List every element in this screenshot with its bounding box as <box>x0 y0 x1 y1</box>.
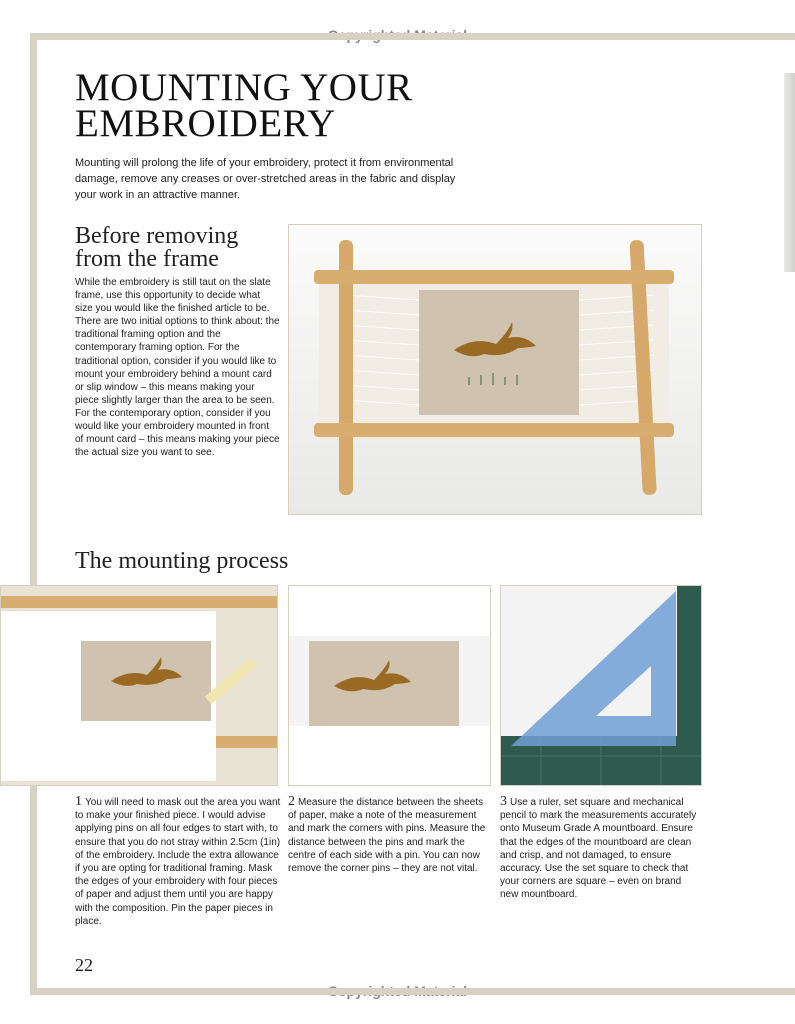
page-border-bottom <box>30 988 795 995</box>
step3-caption <box>500 795 700 902</box>
step2-text: Measure the distance between the sheets of paper, make a note of the measurement and mark the corners with pins. Measure the distance between the pins and mark the centre of each side with a pin. You can now remove the corner pins – they are not vital. <box>288 797 486 875</box>
section1-line1: Before removing <box>75 223 239 249</box>
page-title <box>75 66 413 145</box>
step1-photo <box>0 585 278 786</box>
page-title-line1: MOUNTING YOUR <box>75 66 413 109</box>
section1-body: While the embroidery is still taut on the slate frame, use this opportunity to decide what size you would like the finished article to be. There are two initial options to think about: the traditional framing option and the contemporary framing option. For the traditional option, consider if you would like to mount your embroidery behind a mount card or slip window – this means making your piece slightly larger than the area to be seen. For the contemporary option, consider if you would like your embroidery mounted in front of mount card – this means making your piece the actual size you want to see. <box>75 277 280 459</box>
slate-frame-photo <box>288 224 702 515</box>
section-heading-before-removing <box>75 225 238 271</box>
step3-text: Use a ruler, set square and mechanical pencil to mark the measurements accurately onto Museum Grade A mountboard. Ensure that the edges of the mountboard are clean and crisp, and not damaged, to ensure accuracy. Use the set square to check that your corners are square – even on brand new mountboard. <box>500 797 697 901</box>
step1-number: 1 <box>75 794 82 809</box>
step2-photo <box>288 585 491 786</box>
step2-number: 2 <box>288 794 295 809</box>
intro-paragraph: Mounting will prolong the life of your embroidery, protect it from environmental damage, remove any creases or over-stretched areas in the fabric and display your work in an attractive manner. <box>75 157 456 201</box>
step1-caption <box>75 795 281 928</box>
step3-number: 3 <box>500 794 507 809</box>
step2-caption <box>288 795 488 875</box>
page-number: 22 <box>75 955 93 975</box>
page-border-left <box>30 33 37 588</box>
step3-photo <box>500 585 702 786</box>
page-border-left-lower <box>30 786 37 995</box>
page-border-top <box>30 33 795 40</box>
page-title-line2: EMBROIDERY <box>75 102 336 145</box>
side-photo-fragment <box>784 73 795 272</box>
step1-text: You will need to mask out the area you want to make your finished piece. I would advise applying pins on all four edges to start with, to ensure that you do not stray within 2.5cm (1in) of the embroidery. Include the extra allowance if you are opting for traditional framing. Mask the edges of your embroidery with four pieces of paper and adjust them until you are happy with the composition. Pin the paper pieces in place. <box>75 797 281 927</box>
section1-line2: from the frame <box>75 246 219 272</box>
section-heading-mounting-process: The mounting process <box>75 548 289 574</box>
